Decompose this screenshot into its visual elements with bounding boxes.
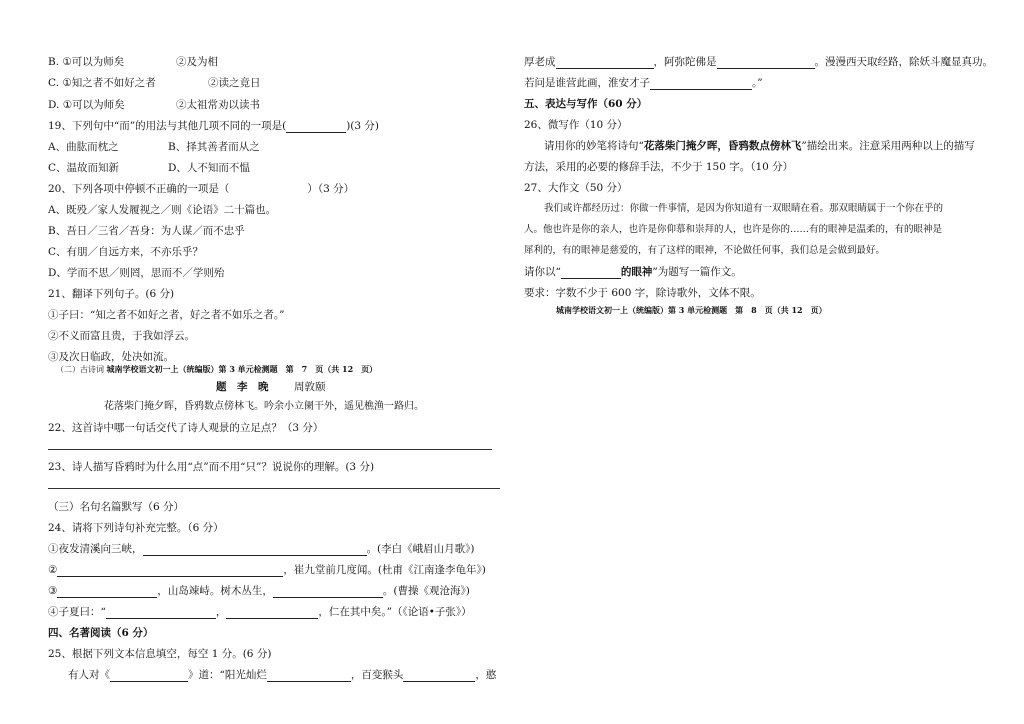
fill-blank[interactable] — [106, 607, 216, 619]
answer-line-22[interactable] — [48, 449, 492, 450]
section-3-header: （三）名句名篇默写（6 分） — [48, 501, 185, 513]
poem-text: 花落柴门掩夕晖，昏鸦数点傍林飞。吟余小立阑干外，遥见樵渔一路归。 — [104, 401, 424, 412]
q24-line-2: ② ，崔九堂前几度闻。(杜甫《江南逢李龟年》) — [48, 564, 486, 576]
fill-blank[interactable] — [57, 586, 157, 598]
q19-options-cd: C、温故而知新 D、人不知而不愠 — [48, 162, 250, 174]
q27-prompt-1: 我们或许都经历过：你做一件事情，是因为你知道有一双眼睛在看。那双眼睛属于一个你在乎的 — [544, 203, 944, 214]
question-23: 23、诗人描写昏鸦时为什么用“点”而不用“只”？说说你的理解。(3 分) — [48, 461, 375, 473]
question-20: 20、下列各项中停顿不正确的一项是（ ）（3 分） — [48, 183, 355, 195]
fill-blank[interactable] — [226, 607, 318, 619]
question-22: 22、这首诗中哪一句话交代了诗人观景的立足点？（3 分） — [48, 422, 324, 434]
q27-requirements: 要求：字数不少于 600 字，除诗歌外，文体不限。 — [524, 287, 761, 299]
question-24: 24、请将下列诗句补充完整。（6 分） — [48, 522, 224, 534]
fill-blank[interactable] — [556, 57, 654, 69]
q20-option-c: C、有朋／自远方来，不亦乐乎？ — [48, 246, 204, 258]
q26-text-1: 请用你的妙笔将诗句“花落柴门掩夕晖，昏鸦数点傍林飞”描绘出来。注意采用两种以上的描写 — [544, 140, 975, 152]
answer-line-23[interactable] — [48, 488, 500, 489]
fill-blank[interactable] — [650, 78, 752, 90]
title-blank[interactable] — [561, 267, 621, 279]
q21-sentence-1: ①子曰：“知之者不如好之者，好之者不如乐之者。” — [48, 309, 285, 321]
q21-sentence-2: ②不义而富且贵，于我如浮云。 — [48, 330, 195, 342]
poem-author: 周敦颐 — [294, 381, 326, 393]
q25-text: 有人对《 》道：“阳光灿烂 ，百变猴头 ，憨 — [68, 669, 497, 681]
q24-line-1: ①夜发清溪向三峡， 。(李白《峨眉山月歌》) — [48, 543, 475, 555]
fill-blank[interactable] — [110, 670, 188, 682]
q24-line-3: ③ ，山岛竦峙。树木丛生， 。(曹操《观沧海》) — [48, 585, 470, 597]
poem-title: 题 李 晚 — [216, 381, 269, 393]
q24-line-4: ④子夏曰：“ ， ，仁在其中矣。”（《论语•子张》） — [48, 606, 472, 618]
section-4-header: 四、名著阅读（6 分） — [48, 627, 154, 639]
question-19: 19、下列句中“而”的用法与其他几项不同的一项是( )(3 分) — [48, 120, 380, 132]
fill-blank[interactable] — [403, 670, 475, 682]
q25-continued-2: 若问是谁营此画，淮安才子 。” — [524, 77, 763, 89]
option-d: D. ①可以为师矣 ②太祖常劝以读书 — [48, 99, 260, 111]
page-footer-7: 城南学校语文初一上（统编版）第 3 单元检测题 第 7 页（共 12 页） — [106, 364, 378, 374]
question-21: 21、翻译下列句子。(6 分) — [48, 288, 175, 300]
page-footer-8: 城南学校语文初一上（统编版）第 3 单元检测题 第 8 页（共 12 页） — [556, 305, 827, 315]
option-c: C. ①知之者不如好之者 ②读之竟日 — [48, 77, 261, 89]
fill-blank[interactable] — [57, 565, 283, 577]
section-5-header: 五、表达与写作（60 分） — [524, 98, 648, 110]
fill-blank[interactable] — [273, 586, 383, 598]
section-2-header: （二）古诗词 城南学校语文初一上（统编版）第 3 单元检测题 第 7 页（共 12 页） — [56, 364, 378, 374]
q21-sentence-3: ③及次日临政，处决如流。 — [48, 351, 174, 363]
question-25: 25、根据下列文本信息填空，每空 1 分。(6 分) — [48, 648, 272, 660]
q20-option-d: D、学而不思／则罔，思而不／学则殆 — [48, 267, 225, 279]
q27-prompt-3: 犀利的，有的眼神是慈爱的，有了这样的眼神，不论做任何事，我们总是会做到最好。 — [524, 245, 886, 256]
fill-blank[interactable] — [267, 670, 351, 682]
q25-continued-1: 厚老成 ，阿弥陀佛是 。漫漫西天取经路，除妖斗魔显真功。 — [524, 56, 993, 68]
question-27: 27、大作文（50 分） — [524, 182, 628, 194]
q19-options-ab: A、曲肱而枕之 B、择其善者而从之 — [48, 141, 260, 153]
q26-text-2: 方法，采用的必要的修辞手法，不少于 150 字。（10 分） — [524, 161, 794, 173]
option-b: B. ①可以为师矣 ②及为相 — [48, 56, 218, 68]
q20-option-a: A、既殁／家人发履视之／则《论语》二十篇也。 — [48, 204, 277, 216]
answer-blank[interactable] — [286, 121, 346, 133]
fill-blank[interactable] — [717, 57, 815, 69]
fill-blank[interactable] — [143, 544, 367, 556]
q27-prompt-2: 人。他也许是你的亲人，也许是你仰慕和崇拜的人，也许是你的……有的眼神是温柔的，有的眼神是 — [524, 224, 943, 235]
q20-option-b: B、吾日／三省／吾身：为人谋／而不忠乎 — [48, 225, 245, 237]
q27-title-instruction: 请你以“ 的眼神”为题写一篇作文。 — [524, 266, 742, 278]
question-26: 26、微写作（10 分） — [524, 119, 628, 131]
